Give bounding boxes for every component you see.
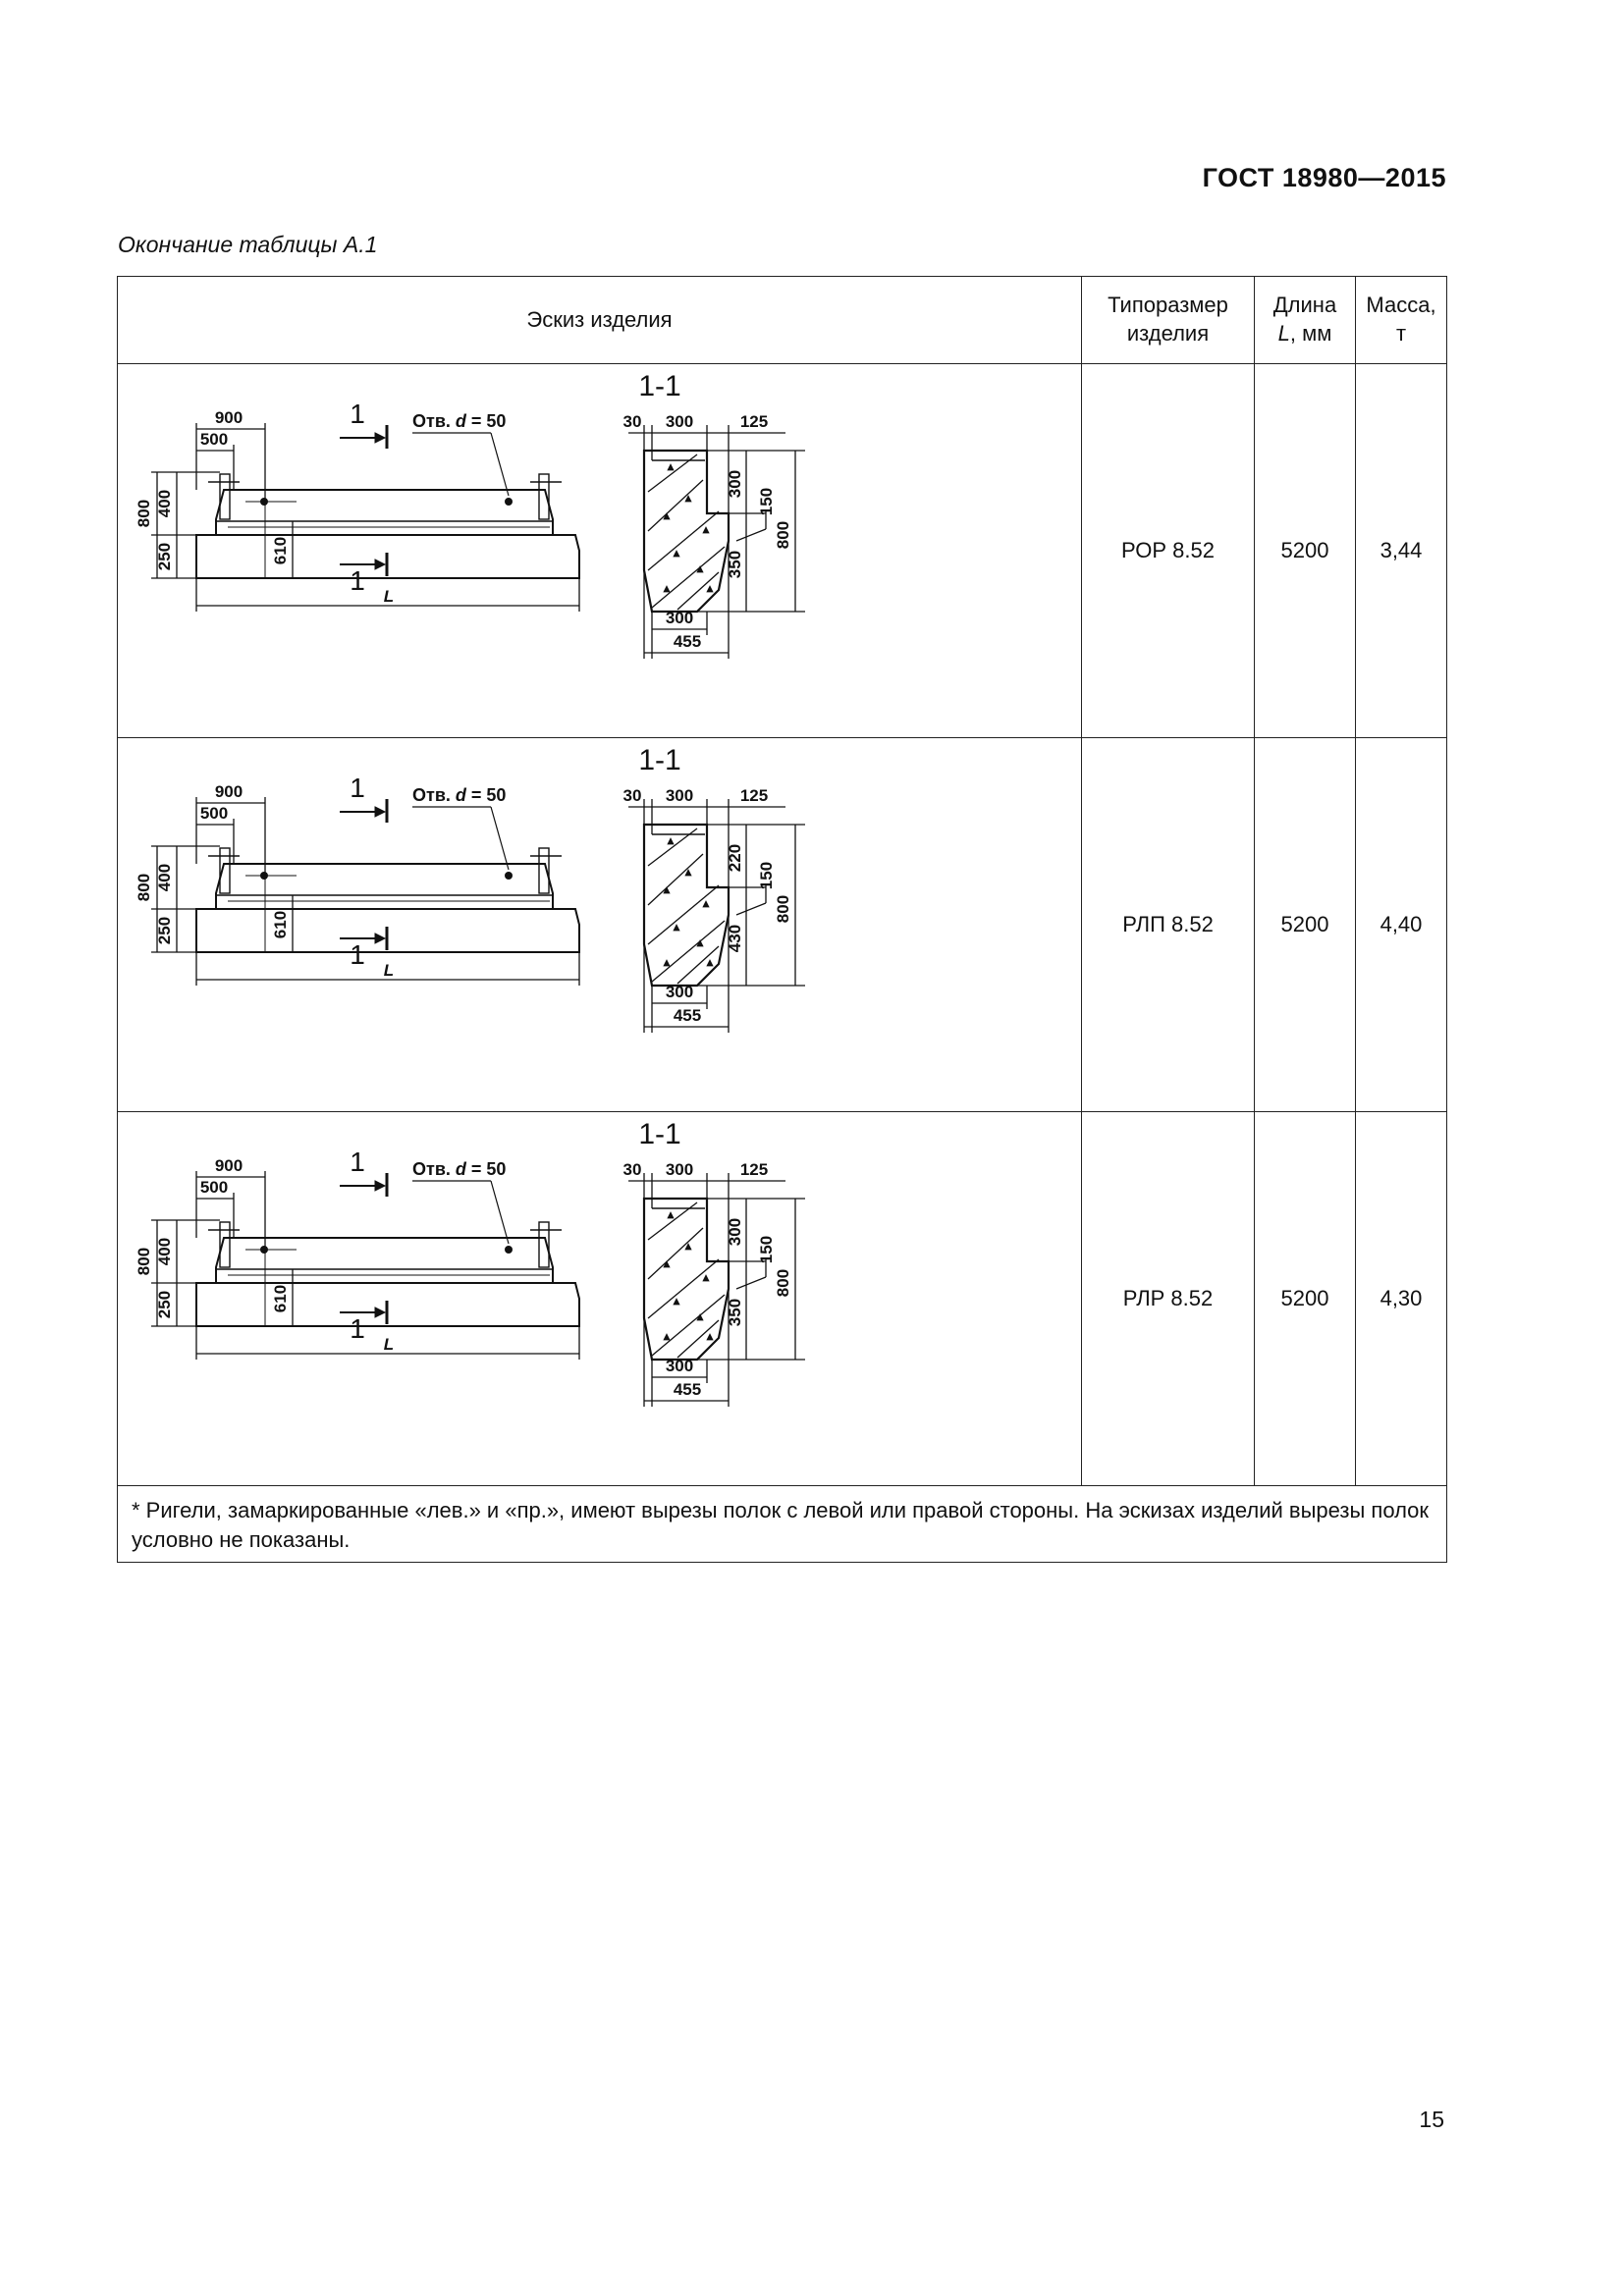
dim-500-label: 500 [199, 1178, 229, 1197]
table-row [118, 364, 1447, 738]
section-mark-top: 1 [350, 1147, 365, 1177]
hole-right-mark [505, 498, 513, 506]
dim-250-label: 250 [155, 542, 174, 571]
dim-30-label: 30 [622, 786, 642, 805]
length-cell: 5200 [1255, 1112, 1356, 1486]
dim-610-label: 610 [271, 536, 290, 565]
dim-300-bottom-label: 300 [665, 983, 694, 1001]
beam-sketch-drawing [118, 1112, 1082, 1485]
products-table [117, 276, 1447, 1563]
section-arrow-top-head [375, 433, 385, 443]
hole-right-mark [505, 1246, 513, 1254]
dim-400-label: 400 [155, 489, 174, 518]
dim-L-label: L [383, 587, 395, 606]
dim-800-section-label: 800 [774, 894, 792, 924]
hole-label-var: d [455, 411, 466, 431]
hole-label-prefix: Отв. [412, 1159, 456, 1179]
dim-upper-vert-label: 220 [726, 843, 744, 873]
footnote: * Ригели, замаркированные «лев.» и «пр.», имеют вырезы полок с левой или правой стороны. На эскизах изделий вырезы полок условно не показаны. [118, 1486, 1447, 1563]
hole-label-suffix: = 50 [465, 1159, 507, 1179]
header-length-var: L [1277, 321, 1290, 346]
section-title: 1-1 [638, 1118, 681, 1150]
hole-label [412, 785, 506, 805]
hole-label-suffix: = 50 [465, 411, 507, 431]
dim-300-top-label: 300 [665, 412, 694, 431]
dim-900-label: 900 [214, 408, 243, 427]
dim-500-label: 500 [199, 804, 229, 823]
dim-upper-vert-label: 300 [726, 469, 744, 499]
dim-L-label: L [383, 961, 395, 980]
dim-455-label: 455 [673, 1006, 702, 1025]
section-title: 1-1 [638, 370, 681, 402]
mass-cell: 3,44 [1356, 364, 1447, 738]
dim-800-label: 800 [135, 873, 153, 902]
header-type-size [1082, 277, 1255, 364]
type-size-cell: РОР 8.52 [1082, 364, 1255, 738]
dim-lower-vert-label: 430 [726, 924, 744, 953]
section-mark-top: 1 [350, 773, 365, 803]
dim-300-bottom-label: 300 [665, 1357, 694, 1375]
dim-800-section-label: 800 [774, 1268, 792, 1298]
dim-150-leader [736, 529, 766, 541]
header-mass [1356, 277, 1447, 364]
hole-label [412, 1159, 506, 1179]
section-mark-top: 1 [350, 399, 365, 429]
dim-300-bottom-label: 300 [665, 609, 694, 627]
dim-500-label: 500 [199, 430, 229, 449]
dim-30-label: 30 [622, 412, 642, 431]
header-type-size-line1: Типоразмер [1108, 293, 1228, 318]
hole-label [412, 411, 506, 431]
header-mass-line2: т [1395, 321, 1407, 346]
dim-400-label: 400 [155, 863, 174, 892]
table-row [118, 1112, 1447, 1486]
table-caption: Окончание таблицы А.1 [118, 232, 378, 257]
mass-cell: 4,30 [1356, 1112, 1447, 1486]
dim-250-label: 250 [155, 1290, 174, 1319]
hole-label-var: d [455, 785, 466, 805]
sketch-cell [118, 1112, 1082, 1486]
type-size-cell: РЛП 8.52 [1082, 738, 1255, 1112]
beam-top-rib-outline [216, 864, 553, 909]
dim-125-label: 125 [739, 786, 769, 805]
section-arrow-bottom-head [375, 934, 385, 943]
header-length [1255, 277, 1356, 364]
hole-leader [491, 1181, 509, 1244]
dim-455-label: 455 [673, 1380, 702, 1399]
header-sketch: Эскиз изделия [118, 277, 1082, 364]
section-arrow-bottom-head [375, 1308, 385, 1317]
beam-top-rib-outline [216, 1238, 553, 1283]
hole-leader [491, 433, 509, 496]
header-length-line1: Длина [1272, 293, 1337, 318]
dim-900-label: 900 [214, 782, 243, 801]
dim-610-label: 610 [271, 1284, 290, 1313]
dim-125-label: 125 [739, 412, 769, 431]
dim-300-top-label: 300 [665, 1160, 694, 1179]
dim-125-label: 125 [739, 1160, 769, 1179]
beam-sketch-drawing [118, 738, 1082, 1111]
sketch-cell [118, 738, 1082, 1112]
dim-L-label: L [383, 1335, 395, 1354]
header-mass-line1: Масса, [1366, 293, 1436, 318]
dim-30-label: 30 [622, 1160, 642, 1179]
header-type-size-line2: изделия [1126, 321, 1210, 346]
dim-150-leader [736, 903, 766, 915]
hole-label-prefix: Отв. [412, 411, 456, 431]
dim-800-section-label: 800 [774, 520, 792, 550]
dim-150-label: 150 [757, 861, 776, 890]
dim-upper-vert-label: 300 [726, 1217, 744, 1247]
beam-sketch-drawing [118, 364, 1082, 737]
section-mark-bottom: 1 [350, 1313, 365, 1344]
header-length-unit: , мм [1289, 321, 1332, 346]
table-header-row [118, 277, 1447, 364]
page-number: 15 [1419, 2107, 1444, 2132]
sketch-cell [118, 364, 1082, 738]
section-outline [644, 825, 729, 986]
hole-label-prefix: Отв. [412, 785, 456, 805]
section-outline [644, 1199, 729, 1360]
dim-lower-vert-label: 350 [726, 1298, 744, 1327]
section-mark-bottom: 1 [350, 939, 365, 970]
dim-800-label: 800 [135, 1247, 153, 1276]
length-cell: 5200 [1255, 364, 1356, 738]
section-arrow-bottom-head [375, 560, 385, 569]
hole-label-suffix: = 50 [465, 785, 507, 805]
dim-300-top-label: 300 [665, 786, 694, 805]
mass-cell: 4,40 [1356, 738, 1447, 1112]
footnote-row [118, 1486, 1447, 1563]
length-cell: 5200 [1255, 738, 1356, 1112]
dim-lower-vert-label: 350 [726, 550, 744, 579]
section-title: 1-1 [638, 744, 681, 776]
dim-610-label: 610 [271, 910, 290, 939]
dim-400-label: 400 [155, 1237, 174, 1266]
dim-250-label: 250 [155, 916, 174, 945]
section-arrow-top-head [375, 1181, 385, 1191]
hole-label-var: d [455, 1159, 466, 1179]
dim-455-label: 455 [673, 632, 702, 651]
section-outline [644, 451, 729, 612]
beam-top-rib-outline [216, 490, 553, 535]
table-row [118, 738, 1447, 1112]
dim-150-label: 150 [757, 1235, 776, 1264]
section-mark-bottom: 1 [350, 565, 365, 596]
hole-leader [491, 807, 509, 870]
dim-150-label: 150 [757, 487, 776, 516]
standard-designation: ГОСТ 18980—2015 [1202, 163, 1446, 192]
type-size-cell: РЛР 8.52 [1082, 1112, 1255, 1486]
section-arrow-top-head [375, 807, 385, 817]
dim-150-leader [736, 1277, 766, 1289]
hole-right-mark [505, 872, 513, 880]
dim-900-label: 900 [214, 1156, 243, 1175]
dim-800-label: 800 [135, 499, 153, 528]
